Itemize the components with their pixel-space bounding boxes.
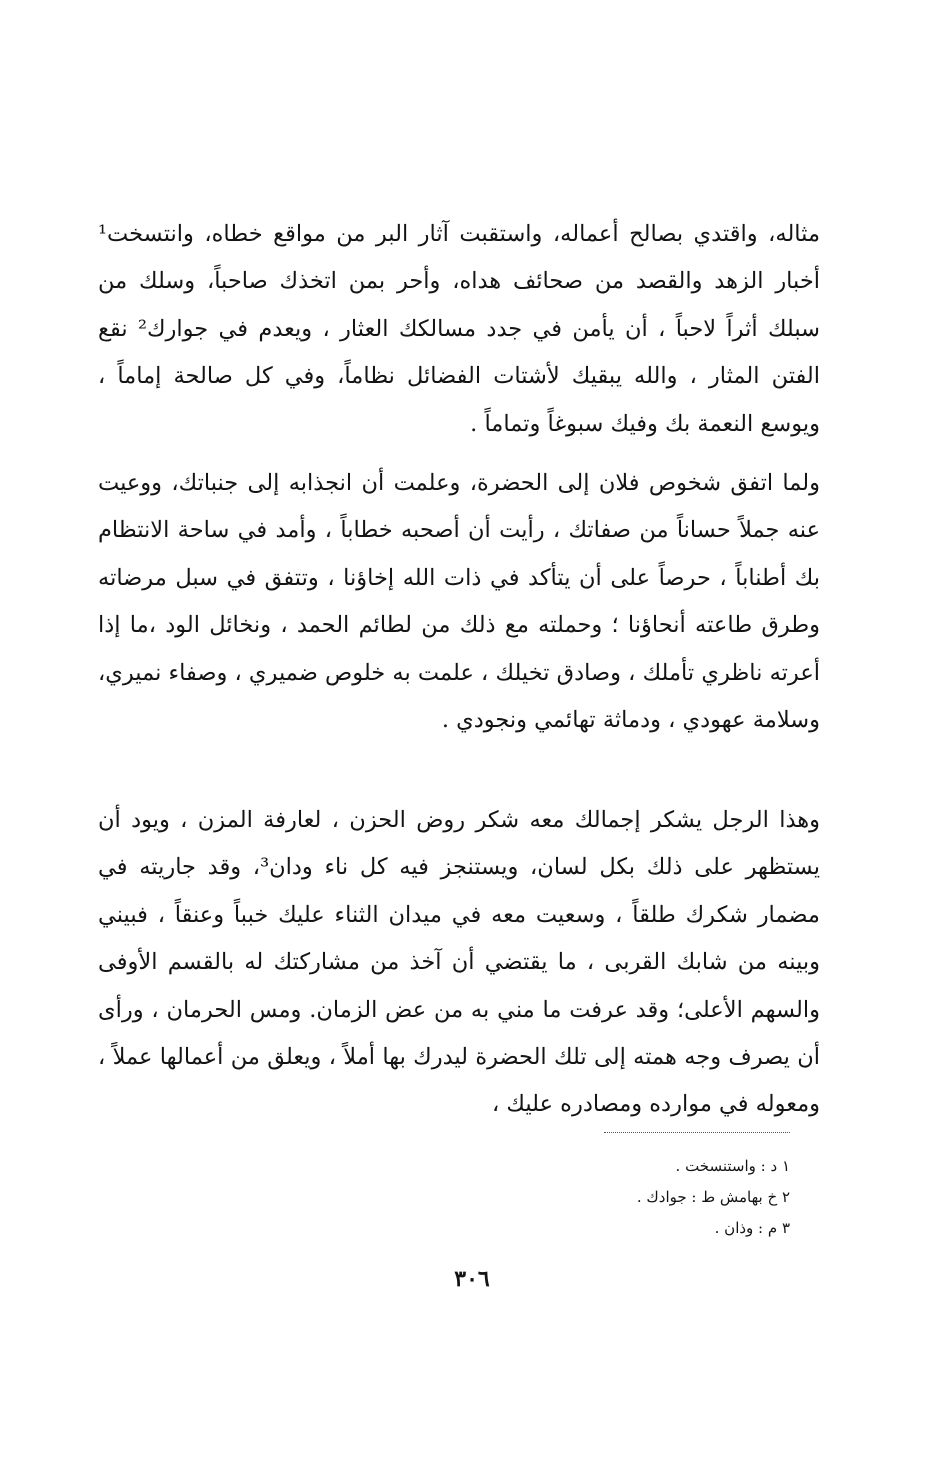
footnote-2: ٢ خ بهامش ط : جوادك . xyxy=(636,1188,790,1206)
text-line: مثاله، واقتدي بصالح أعماله، واستقبت آثار البر من مواقع خطاه، وانتسخت¹ xyxy=(98,221,820,247)
text-line: صالحة إماماً ، ويوسع النعمة بك وفيك سبوغاً وتماماً . xyxy=(98,363,820,437)
text-line: من سبلك أثراً لاحباً ، أن يأمن في جدد مسالكك العثار ، ويعدم في xyxy=(98,268,820,342)
footnote-3: ٣ م : وذان . xyxy=(714,1219,790,1237)
footnotes xyxy=(440,1151,790,1244)
text-line: وهذا الرجل يشكر إجمالك معه شكر روض الحزن ، لعارفة xyxy=(263,807,820,833)
footnote-separator xyxy=(604,1132,790,1133)
text-line: ولما اتفق شخوص فلان إلى الحضرة، وعلمت أن انجذابه إلى جنباتك، xyxy=(171,470,820,496)
text-line: في ساحة الانتظام بك أطناباً ، حرصاً على أن يتأكد في ذات الله إخاؤنا ، xyxy=(98,517,820,591)
footnote-1: ١ د : واستنسخت . xyxy=(675,1157,790,1175)
text-line: أخبار الزهد والقصد من صحائف هداه، وأحر بمن اتخذك صاحباً، وسلك xyxy=(139,268,820,295)
paragraph-2 xyxy=(98,460,820,744)
text-line: ومس الحرمان ، ورأى أن يصرف وجه همته إلى تلك الحضرة ليدرك xyxy=(98,996,820,1071)
text-line: ووعيت عنه جملاً حساناً من صفاتك ، رأيت أن أصحبه خطاباً ، وأمد xyxy=(98,470,820,544)
text-line: بها أملاً ، ويعلق من أعمالها عملاً ، ومعوله في موارده ومصادره عليك ، xyxy=(98,1044,820,1118)
text-line: المزن ، ويود أن يستظهر على ذلك بكل لسان، ويستنجز فيه كل ناء ودان³، xyxy=(98,807,820,881)
text-line: تخيلك ، علمت به خلوص ضميري ، وصفاء نميري، وسلامة عهودي ، xyxy=(98,659,820,734)
text-line: جوارك² نقع الفتن المثار ، والله يبقيك لأشتات الفضائل نظاماً، وفي كل xyxy=(98,315,820,390)
paragraph-1 xyxy=(98,211,820,448)
text-line: له بالقسم الأوفى والسهم الأعلى؛ وقد عرفت ما مني به من عض الزمان. xyxy=(98,949,821,1023)
text-line: وتتفق في سبل مرضاته وطرق طاعته أنحاؤنا ؛ وحملته مع ذلك من xyxy=(98,564,821,639)
text-line: لطائم الحمد ، ونخائل الود ،ما إذا أعرته ناظري تأملك ، وصادق xyxy=(98,612,820,686)
text-line: خبباً وعنقاً ، فبيني وبينه من شابك القربى ، ما يقتضي أن آخذ من مشاركتك xyxy=(98,901,820,976)
paragraph-3 xyxy=(98,797,820,1129)
text-line: ودماثة تهائمي ونجودي . xyxy=(441,707,661,734)
page-number: ٣٠٦ xyxy=(454,1266,490,1292)
text-line: وقد جاريته في مضمار شكرك طلقاً ، وسعيت معه في ميدان الثناء عليك xyxy=(98,854,820,928)
